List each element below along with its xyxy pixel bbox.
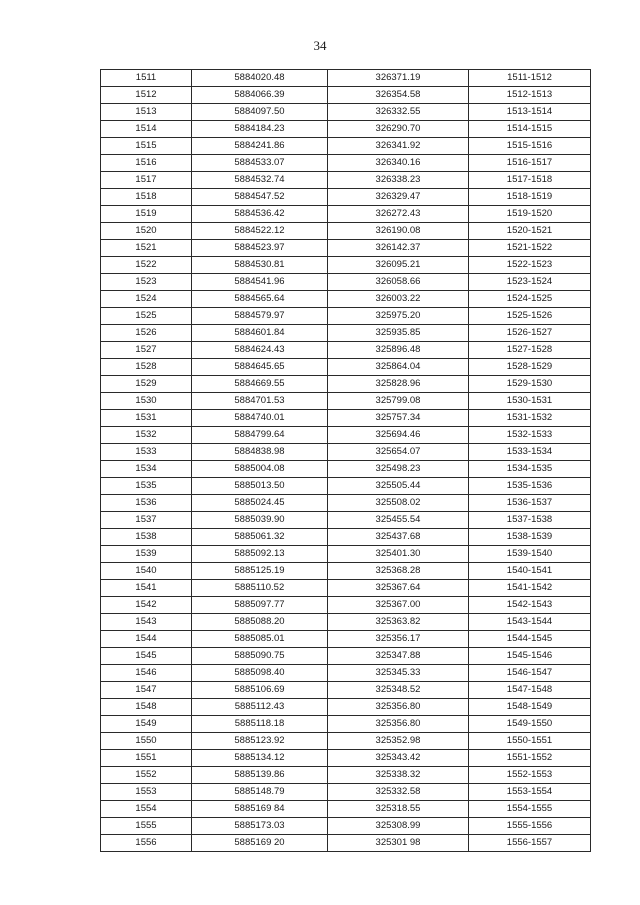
y-coordinate-cell: 325799.08: [328, 393, 469, 410]
point-number-cell: 1538: [101, 529, 192, 546]
table-row: [101, 546, 591, 563]
point-number-cell: 1536: [101, 495, 192, 512]
table-row: [101, 784, 591, 801]
y-coordinate-cell: 325343.42: [328, 750, 469, 767]
segment-cell: 1521-1522: [469, 240, 591, 257]
y-coordinate-cell: 325348.52: [328, 682, 469, 699]
y-coordinate-cell: 325505.44: [328, 478, 469, 495]
x-coordinate-cell: 5885088.20: [192, 614, 328, 631]
x-coordinate-cell: 5885061.32: [192, 529, 328, 546]
y-coordinate-cell: 325332.58: [328, 784, 469, 801]
x-coordinate-cell: 5885098.40: [192, 665, 328, 682]
x-coordinate-cell: 5884601.84: [192, 325, 328, 342]
table-row: [101, 291, 591, 308]
segment-cell: 1518-1519: [469, 189, 591, 206]
y-coordinate-cell: 326142.37: [328, 240, 469, 257]
point-number-cell: 1546: [101, 665, 192, 682]
table-row: [101, 444, 591, 461]
point-number-cell: 1547: [101, 682, 192, 699]
table-row: [101, 206, 591, 223]
y-coordinate-cell: 325301 98: [328, 835, 469, 852]
point-number-cell: 1513: [101, 104, 192, 121]
point-number-cell: 1554: [101, 801, 192, 818]
y-coordinate-cell: 325975.20: [328, 308, 469, 325]
point-number-cell: 1543: [101, 614, 192, 631]
point-number-cell: 1527: [101, 342, 192, 359]
table-row: [101, 614, 591, 631]
y-coordinate-cell: 326341.92: [328, 138, 469, 155]
segment-cell: 1540-1541: [469, 563, 591, 580]
table-row: [101, 104, 591, 121]
x-coordinate-cell: 5885139.86: [192, 767, 328, 784]
point-number-cell: 1533: [101, 444, 192, 461]
table-row: [101, 410, 591, 427]
table-row: [101, 801, 591, 818]
segment-cell: 1549-1550: [469, 716, 591, 733]
table-row: [101, 512, 591, 529]
x-coordinate-cell: 5884523.97: [192, 240, 328, 257]
x-coordinate-cell: 5885024.45: [192, 495, 328, 512]
table-row: [101, 495, 591, 512]
segment-cell: 1553-1554: [469, 784, 591, 801]
x-coordinate-cell: 5885169 84: [192, 801, 328, 818]
segment-cell: 1523-1524: [469, 274, 591, 291]
table-row: [101, 70, 591, 87]
table-row: [101, 682, 591, 699]
table-row: [101, 529, 591, 546]
table-row: [101, 155, 591, 172]
y-coordinate-cell: 326329.47: [328, 189, 469, 206]
x-coordinate-cell: 5884645.65: [192, 359, 328, 376]
table-row: [101, 767, 591, 784]
table-row: [101, 257, 591, 274]
table-row: [101, 393, 591, 410]
segment-cell: 1527-1528: [469, 342, 591, 359]
segment-cell: 1535-1536: [469, 478, 591, 495]
x-coordinate-cell: 5884669.55: [192, 376, 328, 393]
table-row: [101, 342, 591, 359]
point-number-cell: 1528: [101, 359, 192, 376]
table-row: [101, 733, 591, 750]
segment-cell: 1545-1546: [469, 648, 591, 665]
x-coordinate-cell: 5885134.12: [192, 750, 328, 767]
point-number-cell: 1529: [101, 376, 192, 393]
table-row: [101, 223, 591, 240]
segment-cell: 1551-1552: [469, 750, 591, 767]
segment-cell: 1514-1515: [469, 121, 591, 138]
y-coordinate-cell: 326003.22: [328, 291, 469, 308]
y-coordinate-cell: 325455.54: [328, 512, 469, 529]
y-coordinate-cell: 325367.00: [328, 597, 469, 614]
x-coordinate-cell: 5885173.03: [192, 818, 328, 835]
point-number-cell: 1549: [101, 716, 192, 733]
y-coordinate-cell: 325401.30: [328, 546, 469, 563]
table-row: [101, 172, 591, 189]
y-coordinate-cell: 326354.58: [328, 87, 469, 104]
table-row: [101, 563, 591, 580]
point-number-cell: 1521: [101, 240, 192, 257]
point-number-cell: 1515: [101, 138, 192, 155]
segment-cell: 1555-1556: [469, 818, 591, 835]
point-number-cell: 1555: [101, 818, 192, 835]
table-row: [101, 750, 591, 767]
segment-cell: 1530-1531: [469, 393, 591, 410]
point-number-cell: 1540: [101, 563, 192, 580]
segment-cell: 1522-1523: [469, 257, 591, 274]
x-coordinate-cell: 5884097.50: [192, 104, 328, 121]
x-coordinate-cell: 5884533.07: [192, 155, 328, 172]
y-coordinate-cell: 325347.88: [328, 648, 469, 665]
y-coordinate-cell: 325318.55: [328, 801, 469, 818]
point-number-cell: 1512: [101, 87, 192, 104]
point-number-cell: 1539: [101, 546, 192, 563]
x-coordinate-cell: 5884565.64: [192, 291, 328, 308]
segment-cell: 1515-1516: [469, 138, 591, 155]
x-coordinate-cell: 5885110.52: [192, 580, 328, 597]
point-number-cell: 1516: [101, 155, 192, 172]
y-coordinate-cell: 325694.46: [328, 427, 469, 444]
x-coordinate-cell: 5884547.52: [192, 189, 328, 206]
y-coordinate-cell: 326371.19: [328, 70, 469, 87]
x-coordinate-cell: 5885148.79: [192, 784, 328, 801]
y-coordinate-cell: 325308.99: [328, 818, 469, 835]
x-coordinate-cell: 5885112.43: [192, 699, 328, 716]
point-number-cell: 1514: [101, 121, 192, 138]
x-coordinate-cell: 5885013.50: [192, 478, 328, 495]
y-coordinate-cell: 325654.07: [328, 444, 469, 461]
y-coordinate-cell: 326095.21: [328, 257, 469, 274]
point-number-cell: 1525: [101, 308, 192, 325]
y-coordinate-cell: 325896.48: [328, 342, 469, 359]
x-coordinate-cell: 5884066.39: [192, 87, 328, 104]
x-coordinate-cell: 5885169 20: [192, 835, 328, 852]
x-coordinate-cell: 5884838.98: [192, 444, 328, 461]
point-number-cell: 1532: [101, 427, 192, 444]
x-coordinate-cell: 5885118.18: [192, 716, 328, 733]
point-number-cell: 1534: [101, 461, 192, 478]
segment-cell: 1520-1521: [469, 223, 591, 240]
segment-cell: 1546-1547: [469, 665, 591, 682]
y-coordinate-cell: 325367.64: [328, 580, 469, 597]
segment-cell: 1550-1551: [469, 733, 591, 750]
segment-cell: 1516-1517: [469, 155, 591, 172]
table-row: [101, 359, 591, 376]
x-coordinate-cell: 5885125.19: [192, 563, 328, 580]
x-coordinate-cell: 5885092.13: [192, 546, 328, 563]
x-coordinate-cell: 5884020.48: [192, 70, 328, 87]
y-coordinate-cell: 325368.28: [328, 563, 469, 580]
segment-cell: 1524-1525: [469, 291, 591, 308]
table-row: [101, 427, 591, 444]
segment-cell: 1556-1557: [469, 835, 591, 852]
table-row: [101, 648, 591, 665]
segment-cell: 1548-1549: [469, 699, 591, 716]
x-coordinate-cell: 5885004.08: [192, 461, 328, 478]
y-coordinate-cell: 326290.70: [328, 121, 469, 138]
point-number-cell: 1526: [101, 325, 192, 342]
segment-cell: 1533-1534: [469, 444, 591, 461]
segment-cell: 1529-1530: [469, 376, 591, 393]
x-coordinate-cell: 5884530.81: [192, 257, 328, 274]
table-row: [101, 121, 591, 138]
segment-cell: 1543-1544: [469, 614, 591, 631]
segment-cell: 1547-1548: [469, 682, 591, 699]
coordinates-table: [100, 69, 591, 852]
table-row: [101, 818, 591, 835]
y-coordinate-cell: 326272.43: [328, 206, 469, 223]
point-number-cell: 1542: [101, 597, 192, 614]
y-coordinate-cell: 325356.80: [328, 699, 469, 716]
x-coordinate-cell: 5884184.23: [192, 121, 328, 138]
y-coordinate-cell: 326190.08: [328, 223, 469, 240]
table-row: [101, 87, 591, 104]
segment-cell: 1512-1513: [469, 87, 591, 104]
table-row: [101, 699, 591, 716]
y-coordinate-cell: 325338.32: [328, 767, 469, 784]
point-number-cell: 1535: [101, 478, 192, 495]
point-number-cell: 1517: [101, 172, 192, 189]
table-row: [101, 308, 591, 325]
table-row: [101, 240, 591, 257]
segment-cell: 1513-1514: [469, 104, 591, 121]
y-coordinate-cell: 325757.34: [328, 410, 469, 427]
table-row: [101, 597, 591, 614]
point-number-cell: 1556: [101, 835, 192, 852]
segment-cell: 1534-1535: [469, 461, 591, 478]
point-number-cell: 1553: [101, 784, 192, 801]
segment-cell: 1525-1526: [469, 308, 591, 325]
y-coordinate-cell: 325508.02: [328, 495, 469, 512]
point-number-cell: 1551: [101, 750, 192, 767]
x-coordinate-cell: 5884624.43: [192, 342, 328, 359]
table-row: [101, 580, 591, 597]
table-row: [101, 461, 591, 478]
point-number-cell: 1520: [101, 223, 192, 240]
point-number-cell: 1530: [101, 393, 192, 410]
segment-cell: 1537-1538: [469, 512, 591, 529]
point-number-cell: 1550: [101, 733, 192, 750]
table-row: [101, 631, 591, 648]
segment-cell: 1519-1520: [469, 206, 591, 223]
x-coordinate-cell: 5885090.75: [192, 648, 328, 665]
x-coordinate-cell: 5885039.90: [192, 512, 328, 529]
x-coordinate-cell: 5885106.69: [192, 682, 328, 699]
point-number-cell: 1545: [101, 648, 192, 665]
coordinates-table-body: [101, 70, 591, 852]
point-number-cell: 1531: [101, 410, 192, 427]
segment-cell: 1542-1543: [469, 597, 591, 614]
table-row: [101, 325, 591, 342]
table-row: [101, 376, 591, 393]
y-coordinate-cell: 325828.96: [328, 376, 469, 393]
y-coordinate-cell: 325352.98: [328, 733, 469, 750]
point-number-cell: 1522: [101, 257, 192, 274]
x-coordinate-cell: 5884532.74: [192, 172, 328, 189]
y-coordinate-cell: 325356.80: [328, 716, 469, 733]
point-number-cell: 1544: [101, 631, 192, 648]
segment-cell: 1539-1540: [469, 546, 591, 563]
segment-cell: 1532-1533: [469, 427, 591, 444]
x-coordinate-cell: 5884522.12: [192, 223, 328, 240]
x-coordinate-cell: 5884740.01: [192, 410, 328, 427]
x-coordinate-cell: 5884536.42: [192, 206, 328, 223]
y-coordinate-cell: 325363.82: [328, 614, 469, 631]
table-row: [101, 478, 591, 495]
segment-cell: 1541-1542: [469, 580, 591, 597]
table-row: [101, 189, 591, 206]
point-number-cell: 1519: [101, 206, 192, 223]
segment-cell: 1511-1512: [469, 70, 591, 87]
y-coordinate-cell: 325864.04: [328, 359, 469, 376]
point-number-cell: 1524: [101, 291, 192, 308]
y-coordinate-cell: 325935.85: [328, 325, 469, 342]
x-coordinate-cell: 5884241.86: [192, 138, 328, 155]
segment-cell: 1517-1518: [469, 172, 591, 189]
page-number: 34: [313, 38, 327, 53]
x-coordinate-cell: 5884579.97: [192, 308, 328, 325]
segment-cell: 1552-1553: [469, 767, 591, 784]
y-coordinate-cell: 325498.23: [328, 461, 469, 478]
segment-cell: 1554-1555: [469, 801, 591, 818]
table-row: [101, 716, 591, 733]
segment-cell: 1536-1537: [469, 495, 591, 512]
point-number-cell: 1511: [101, 70, 192, 87]
table-row: [101, 665, 591, 682]
point-number-cell: 1541: [101, 580, 192, 597]
segment-cell: 1538-1539: [469, 529, 591, 546]
segment-cell: 1526-1527: [469, 325, 591, 342]
point-number-cell: 1518: [101, 189, 192, 206]
table-row: [101, 274, 591, 291]
segment-cell: 1528-1529: [469, 359, 591, 376]
point-number-cell: 1537: [101, 512, 192, 529]
table-row: [101, 138, 591, 155]
x-coordinate-cell: 5885097.77: [192, 597, 328, 614]
segment-cell: 1544-1545: [469, 631, 591, 648]
y-coordinate-cell: 325345.33: [328, 665, 469, 682]
y-coordinate-cell: 326332.55: [328, 104, 469, 121]
y-coordinate-cell: 326058.66: [328, 274, 469, 291]
y-coordinate-cell: 326338.23: [328, 172, 469, 189]
y-coordinate-cell: 325437.68: [328, 529, 469, 546]
y-coordinate-cell: 326340.16: [328, 155, 469, 172]
x-coordinate-cell: 5884799.64: [192, 427, 328, 444]
x-coordinate-cell: 5884541.96: [192, 274, 328, 291]
point-number-cell: 1552: [101, 767, 192, 784]
point-number-cell: 1523: [101, 274, 192, 291]
y-coordinate-cell: 325356.17: [328, 631, 469, 648]
x-coordinate-cell: 5885123.92: [192, 733, 328, 750]
point-number-cell: 1548: [101, 699, 192, 716]
segment-cell: 1531-1532: [469, 410, 591, 427]
table-row: [101, 835, 591, 852]
x-coordinate-cell: 5885085.01: [192, 631, 328, 648]
x-coordinate-cell: 5884701.53: [192, 393, 328, 410]
